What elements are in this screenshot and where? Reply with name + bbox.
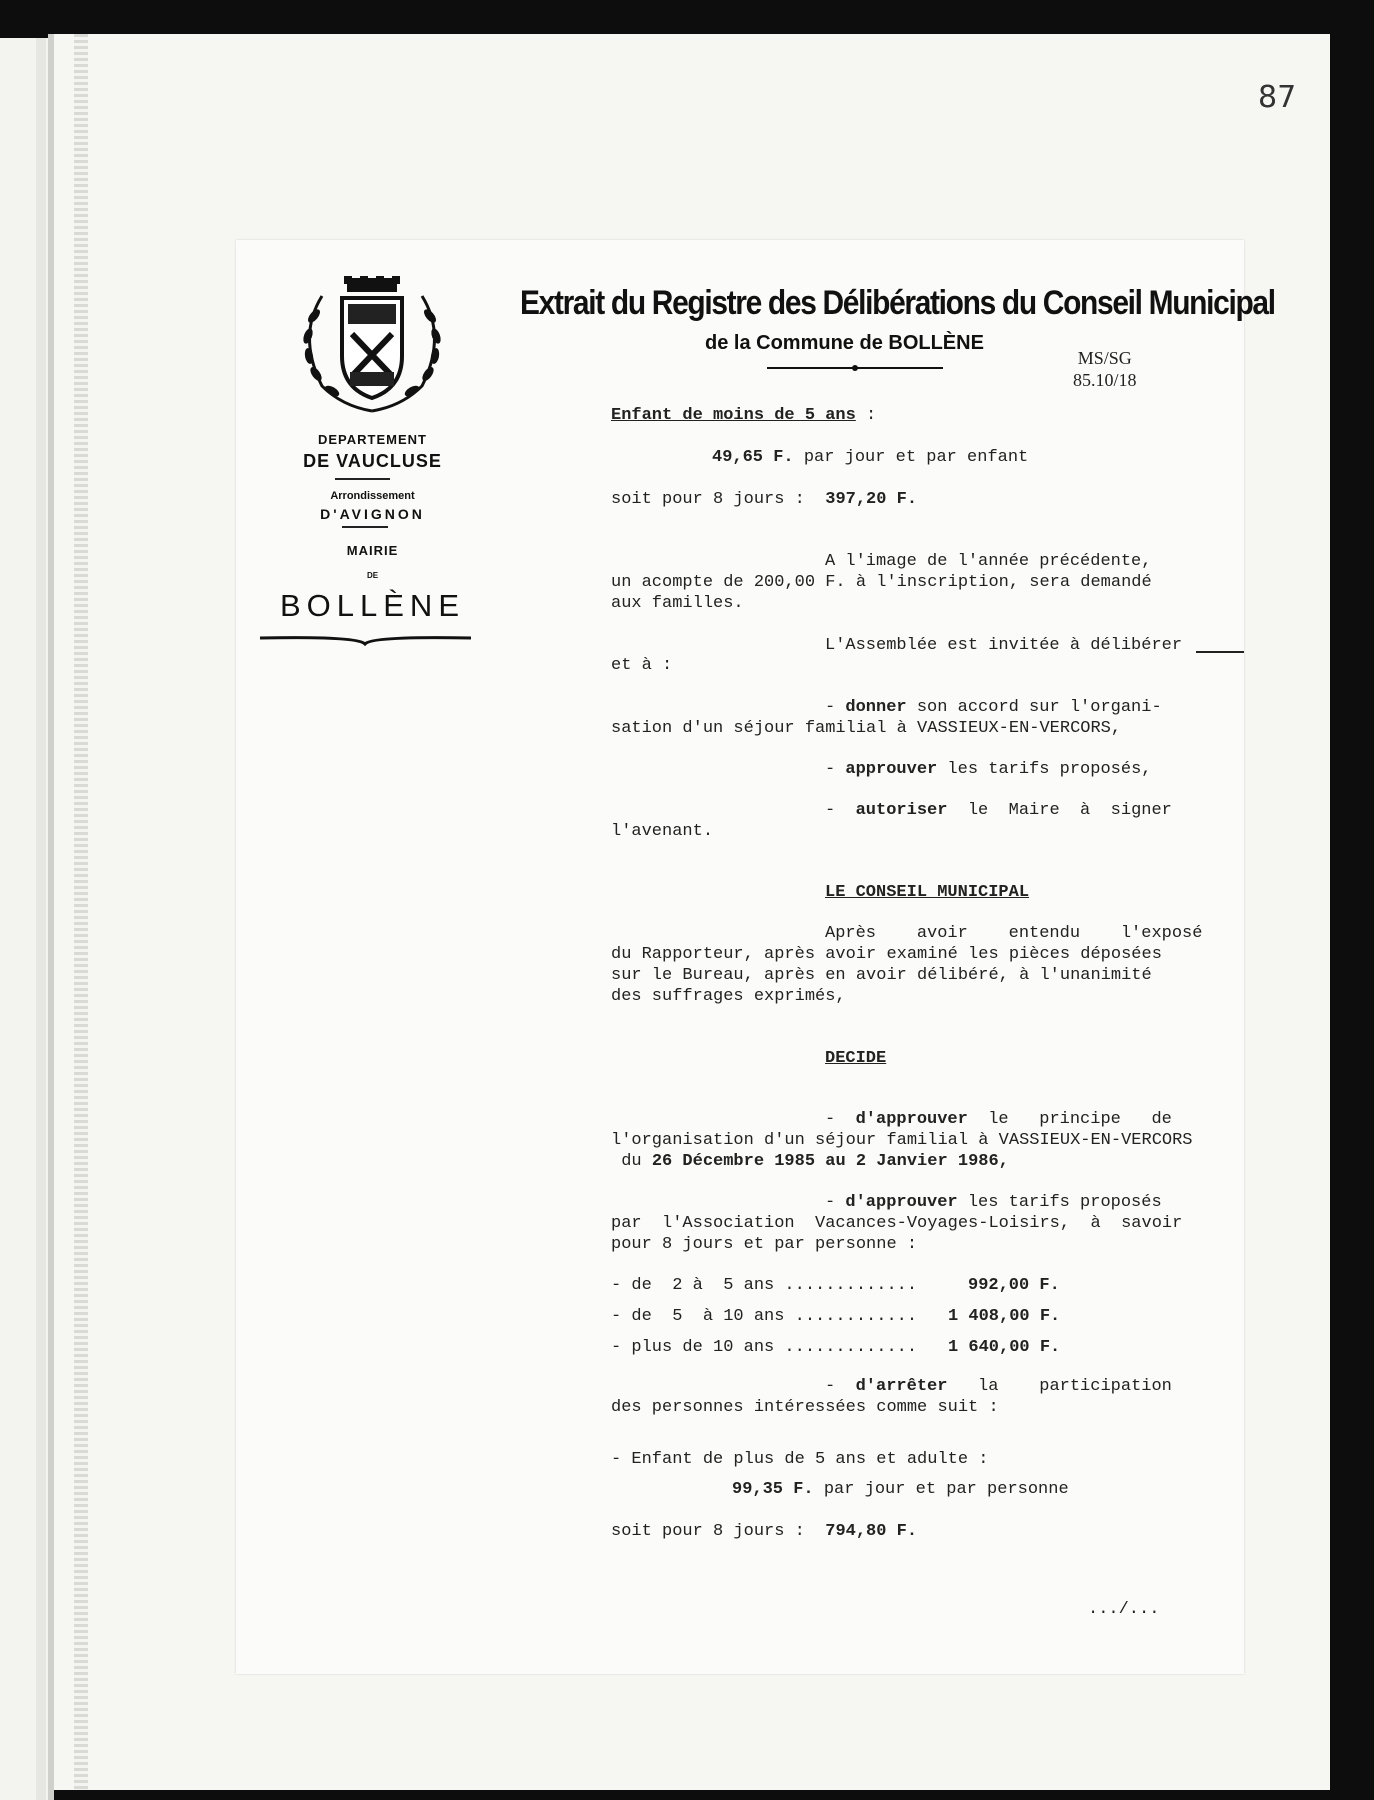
tarif-2-value: 1 408,00 F. [948, 1307, 1061, 1326]
apres-line-2: du Rapporteur, après avoir examiné les pièces déposées [611, 945, 1162, 964]
subtitle-rule [765, 364, 945, 372]
decision-2-line-1 [825, 1193, 1162, 1212]
enfant-total: 397,20 F. [825, 490, 918, 509]
letterhead-departement: DEPARTEMENT [318, 432, 427, 447]
reference-line-1: MS/SG [1077, 348, 1132, 368]
donner-rest: son accord sur l'organi- [906, 698, 1162, 717]
autoriser-line-2: l'avenant. [611, 822, 714, 841]
autoriser-bold: autoriser [855, 801, 948, 820]
enfant-total-line [611, 490, 917, 509]
enfant-price-line [712, 448, 1028, 467]
decision-3-line-2: des personnes intéressées comme suit : [611, 1398, 999, 1417]
decision-2-bold: d'approuver [845, 1193, 958, 1212]
autoriser-line-1 [825, 801, 1172, 820]
tarif-1-label: - de 2 à 5 ans ............. [611, 1276, 918, 1295]
page-number: 87 [1258, 80, 1297, 115]
approuver-bold: approuver [845, 760, 938, 779]
enfant-heading-colon: : [855, 406, 877, 425]
enfant-total-prefix: soit pour 8 jours : [611, 490, 826, 509]
decision-2-rest: les tarifs proposés [957, 1193, 1162, 1212]
tarif-3-value: 1 640,00 F. [948, 1338, 1061, 1357]
apres-line-3: sur le Bureau, après en avoir délibéré, à l'unanimité [611, 966, 1152, 985]
continuation-mark: .../... [1088, 1600, 1160, 1619]
adulte-total-prefix: soit pour 8 jours : [611, 1522, 826, 1541]
approuver-line [825, 760, 1151, 779]
conseil-heading: LE CONSEIL MUNICIPAL [825, 883, 1030, 902]
tarif-1-value: 992,00 F. [968, 1276, 1060, 1295]
letterhead-rule-2 [342, 526, 388, 528]
decision-3-rest: la participation [947, 1377, 1172, 1396]
letterhead-arrondissement: Arrondissement [330, 490, 415, 502]
margin-mark [1196, 651, 1244, 653]
binding-stitch [74, 34, 88, 1790]
reference-line-2: 85.10/18 [1073, 370, 1137, 390]
apres-line-4: des suffrages exprimés, [611, 987, 846, 1006]
enfant-price: 49,65 F. [712, 448, 794, 467]
decide-heading: DECIDE [825, 1049, 887, 1068]
decision-2-line-2: par l'Association Vacances-Voyages-Loisirs, à savoir [611, 1214, 1183, 1233]
tarif-3-label: - plus de 10 ans ............. [611, 1338, 918, 1357]
acompte-line-1: A l'image de l'année précédente, [825, 552, 1152, 571]
letterhead-vaucluse: DE VAUCLUSE [303, 451, 442, 471]
enfant-price-rest: par jour et par enfant [793, 448, 1029, 467]
donner-dash: - [825, 698, 846, 717]
document-title: Extrait du Registre des Délibérations du Conseil Municipal [520, 284, 1275, 322]
reference-code [1073, 347, 1137, 391]
decision-3-bold: d'arrêter [855, 1377, 948, 1396]
invite-line-1: L'Assemblée est invitée à délibérer [825, 636, 1183, 655]
decision-1-du: du [611, 1152, 652, 1171]
adulte-price-rest: par jour et par personne [813, 1480, 1069, 1499]
decision-1-rest: le principe de [967, 1110, 1172, 1129]
adulte-line: - Enfant de plus de 5 ans et adulte : [611, 1450, 989, 1469]
letterhead-rule-1 [335, 478, 390, 480]
letterhead-mairie: MAIRIE [346, 543, 399, 558]
coat-of-arms-icon [292, 276, 452, 418]
decision-1-line-1 [825, 1110, 1172, 1129]
acompte-line-2: un acompte de 200,00 F. à l'inscription, sera demandé [611, 573, 1152, 592]
autoriser-dash: - [825, 801, 856, 820]
decision-1-dash: - [825, 1110, 856, 1129]
enfant-heading: Enfant de moins de 5 ans [611, 406, 856, 425]
decision-3-line-1 [825, 1377, 1172, 1396]
adulte-total-line [611, 1522, 917, 1541]
adulte-price-line [732, 1480, 1069, 1499]
tarif-2-label: - de 5 à 10 ans ............ [611, 1307, 918, 1326]
autoriser-rest: le Maire à signer [947, 801, 1172, 820]
document-subtitle: de la Commune de BOLLÈNE [705, 332, 984, 354]
acompte-line-3: aux familles. [611, 594, 744, 613]
letterhead-de: DE [366, 571, 379, 580]
previous-page-edge-shade [36, 38, 46, 1800]
letterhead-bollene: BOLLÈNE [279, 588, 465, 623]
donner-bold: donner [845, 698, 907, 717]
adulte-price: 99,35 F. [732, 1480, 814, 1499]
decision-1-dates: 26 Décembre 1985 au 2 Janvier 1986, [651, 1152, 1009, 1171]
apres-line-1: Après avoir entendu l'exposé [825, 924, 1203, 943]
donner-line-1 [825, 698, 1162, 717]
invite-line-2: et à : [611, 656, 673, 675]
adulte-total: 794,80 F. [825, 1522, 918, 1541]
donner-line-2: sation d'un séjour familial à VASSIEUX-EN-VERCORS, [611, 719, 1122, 738]
letterhead-flourish [258, 632, 473, 646]
approuver-rest: les tarifs proposés, [937, 760, 1152, 779]
decision-1-line-2: l'organisation d'un séjour familial à VASSIEUX-EN-VERCORS [611, 1131, 1193, 1150]
decision-1-bold: d'approuver [855, 1110, 968, 1129]
letterhead-avignon: D'AVIGNON [320, 506, 425, 522]
enfant-heading-line [611, 406, 876, 425]
decision-1-line-3 [611, 1152, 1009, 1171]
decision-3-dash: - [825, 1377, 856, 1396]
decision-2-dash: - [825, 1193, 846, 1212]
approuver-dash: - [825, 760, 846, 779]
decision-2-line-3: pour 8 jours et par personne : [611, 1235, 918, 1254]
